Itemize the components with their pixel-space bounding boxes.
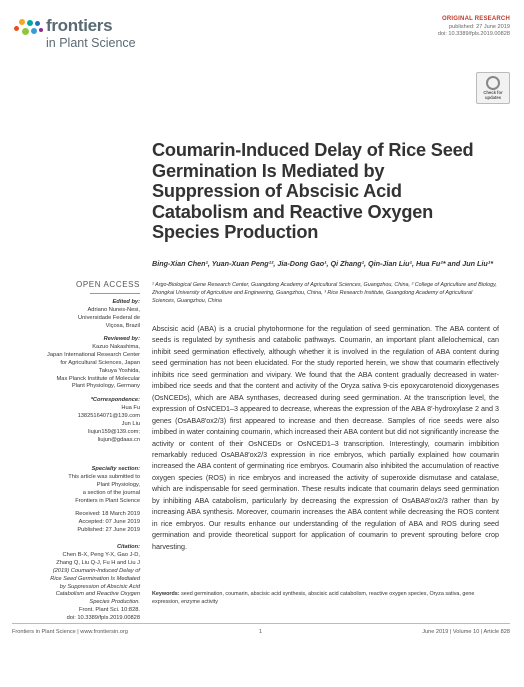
citation-line: Zhang Q, Liu Q-J, Fu H and Liu J <box>56 559 140 566</box>
divider <box>90 293 140 294</box>
specialty-line: Plant Physiology, <box>96 481 140 488</box>
citation-line: Species Production. <box>89 599 140 606</box>
reviewed-by-label: Reviewed by: <box>103 336 140 342</box>
journal-name: in Plant Science <box>46 36 136 50</box>
page-footer <box>12 623 510 635</box>
specialty-section <box>12 466 140 506</box>
footer-journal-link[interactable]: Frontiers in Plant Science | www.frontiersin.org <box>12 629 128 635</box>
edited-by-section <box>12 299 140 331</box>
article-title: Coumarin-Induced Delay of Rice Seed Germination Is Mediated by Suppression of Abscisic Acid Catabolism and Reactive Oxygen Species Production <box>152 140 474 243</box>
editor-line: Adriano Nunes-Nesi, <box>87 306 140 313</box>
reviewer-line: Takuya Yoshida, <box>98 367 140 374</box>
article-type: ORIGINAL RESEARCH <box>442 16 510 22</box>
accepted-date: Accepted: 07 June 2019 <box>78 518 140 525</box>
keywords-text: seed germination, coumarin, abscisic acid synthesis, abscisic acid catabolism, reactive oxygen species, Oryza sativa, gene expression, enzyme activity <box>152 591 475 606</box>
keywords-label: Keywords: <box>152 591 180 597</box>
logo-dot <box>31 28 37 34</box>
abstract: Abscisic acid (ABA) is a crucial phytohormone for the regulation of seed germination. The ABA content of seeds is regulated by synthesis and catabolic pathways. Coumarin, an important plant allelochemical, can inhibit seed germination effectively, although whether it is involved in the regulation of ABA content during seed germination has not been elucidated. For the study reported herein, we show that coumarin effectively inhibits rice seed germination and vivipary. We found that the ABA content gradually decreased in water-imbibed rice seeds and that the content and activity of the Oryza sativa 9-cis epoxycarotenoid dioxygenases (OsNCEDs), which are ABA synthases, decreased during seed germination. At the transcription level, the expression of OsNCED1–3 appeared to decrease, whereas the expression of the ABA 8′-hydroxylase 2 and 3 genes (OsABA8′ox2/3) first appeared to increase and then decrease. Samples of rice seeds were also imbibed in water containing coumarin, which increased their ABA content but did not significantly increase the activity or content of their OsNCEDs or OsNCED1–3 transcription. Interestingly, coumarin imbibition remarkably reduced OsABA8′ox2/3 expression in rice embryos, which partially explained how coumarin increased the ABA content of germinating rice embryos. Coumarin also inhibited the accumulation of reactive oxygen species (ROS) in rice embryos and increased the activity of superoxide dismutase and catalase, which are indispensable for seed germination. These results indicate that coumarin delays seed germination by inhibiting ABA catabolism, particularly by decreasing the expression of OsABA8′ox2/3 rather than by increasing ABA synthesis. Moreover, coumarin increases the ABA content while decreasing the ROS content in rice embryos. Our results enhance our understanding of the regulation of ABA and ROS during seed germination and provide theoretical support for application of coumarin to prevent sprouting before crop harvesting. <box>152 325 499 551</box>
published-date: published: 27 June 2019 <box>449 23 510 30</box>
article-meta <box>438 16 510 39</box>
logo-dot <box>19 19 25 25</box>
page-number: 1 <box>259 629 263 635</box>
correspondence-name: Hua Fu <box>121 404 140 411</box>
citation-line: by Suppression of Abscisic Acid <box>59 583 140 590</box>
editor-line: Viçosa, Brazil <box>105 322 140 329</box>
frontiers-logo <box>12 14 142 60</box>
edited-by-label: Edited by: <box>112 299 140 305</box>
reviewer-line: for Agricultural Sciences, Japan <box>60 359 140 366</box>
logo-dot <box>27 20 33 26</box>
reviewed-by-section <box>12 336 140 391</box>
specialty-line: Frontiers in Plant Science <box>75 497 140 504</box>
published-date-side: Published: 27 June 2019 <box>77 526 140 533</box>
open-access-label: OPEN ACCESS <box>76 280 140 289</box>
reviewer-line: Japan International Research Center <box>47 351 140 358</box>
correspondence-section <box>12 397 140 444</box>
updates-icon <box>486 76 500 90</box>
specialty-line: This article was submitted to <box>68 473 140 480</box>
reviewer-line: Max Planck Institute of Molecular <box>56 375 140 382</box>
specialty-label: Specialty section: <box>91 466 140 472</box>
citation-label: Citation: <box>116 544 140 550</box>
doi[interactable]: doi: 10.3389/fpls.2019.00828 <box>437 31 510 38</box>
specialty-line: a section of the journal <box>82 489 140 496</box>
logo-dot <box>22 28 29 35</box>
logo-dot <box>14 26 19 31</box>
logo-dot <box>35 21 40 26</box>
correspondence-email[interactable]: liujun159@139.com; <box>88 428 140 435</box>
updates-label: Check for updates <box>483 90 503 100</box>
correspondence-email[interactable]: 13825164071@139.com <box>77 412 140 419</box>
dates-section <box>12 511 140 535</box>
citation-line: (2019) Coumarin-Induced Delay of <box>52 567 140 574</box>
citation-doi[interactable]: doi: 10.3389/fpls.2019.00828 <box>66 615 140 622</box>
check-for-updates-button[interactable] <box>476 72 510 104</box>
correspondence-name: Jun Liu <box>121 420 140 427</box>
logo-dots-icon <box>12 16 46 38</box>
footer-issue-info: June 2019 | Volume 10 | Article 828 <box>422 629 510 635</box>
citation-line: Catabolism and Reactive Oxygen <box>55 591 140 598</box>
logo-dot <box>39 28 43 32</box>
citation-line: Rice Seed Germination Is Mediated <box>50 575 140 582</box>
received-date: Received: 18 March 2019 <box>75 511 140 517</box>
editor-line: Universidade Federal de <box>78 314 140 321</box>
citation-section <box>12 544 140 623</box>
reviewer-line: Kazuo Nakashima, <box>92 343 140 350</box>
affiliations: ¹ Argo-Biological Gene Research Center, Guangdong Academy of Agricultural Sciences, Guangzhou, China, ² College of Agriculture and Biology, Zhongkai University of Agriculture and Engineering, Guangzhou, China, ³ Rice Research Institute, Guangdong Academy of Agricultural Sciences, Guangzhou, China <box>152 282 497 305</box>
brand-name: frontiers <box>46 16 113 35</box>
correspondence-email[interactable]: liujun@gdaas.cn <box>97 436 140 443</box>
citation-line: Front. Plant Sci. 10:828. <box>78 607 140 614</box>
citation-line: Chen B-X, Peng Y-X, Gao J-D, <box>62 551 140 558</box>
keywords <box>152 590 497 606</box>
reviewer-line: Plant Physiology, Germany <box>71 383 140 390</box>
correspondence-label: *Correspondence: <box>90 397 140 403</box>
author-list: Bing-Xian Chen¹, Yuan-Xuan Peng¹², Jia-Dong Gao¹, Qi Zhang¹, Qin-Jian Liu¹, Hua Fu²* and Jun Liu¹* <box>152 259 494 268</box>
